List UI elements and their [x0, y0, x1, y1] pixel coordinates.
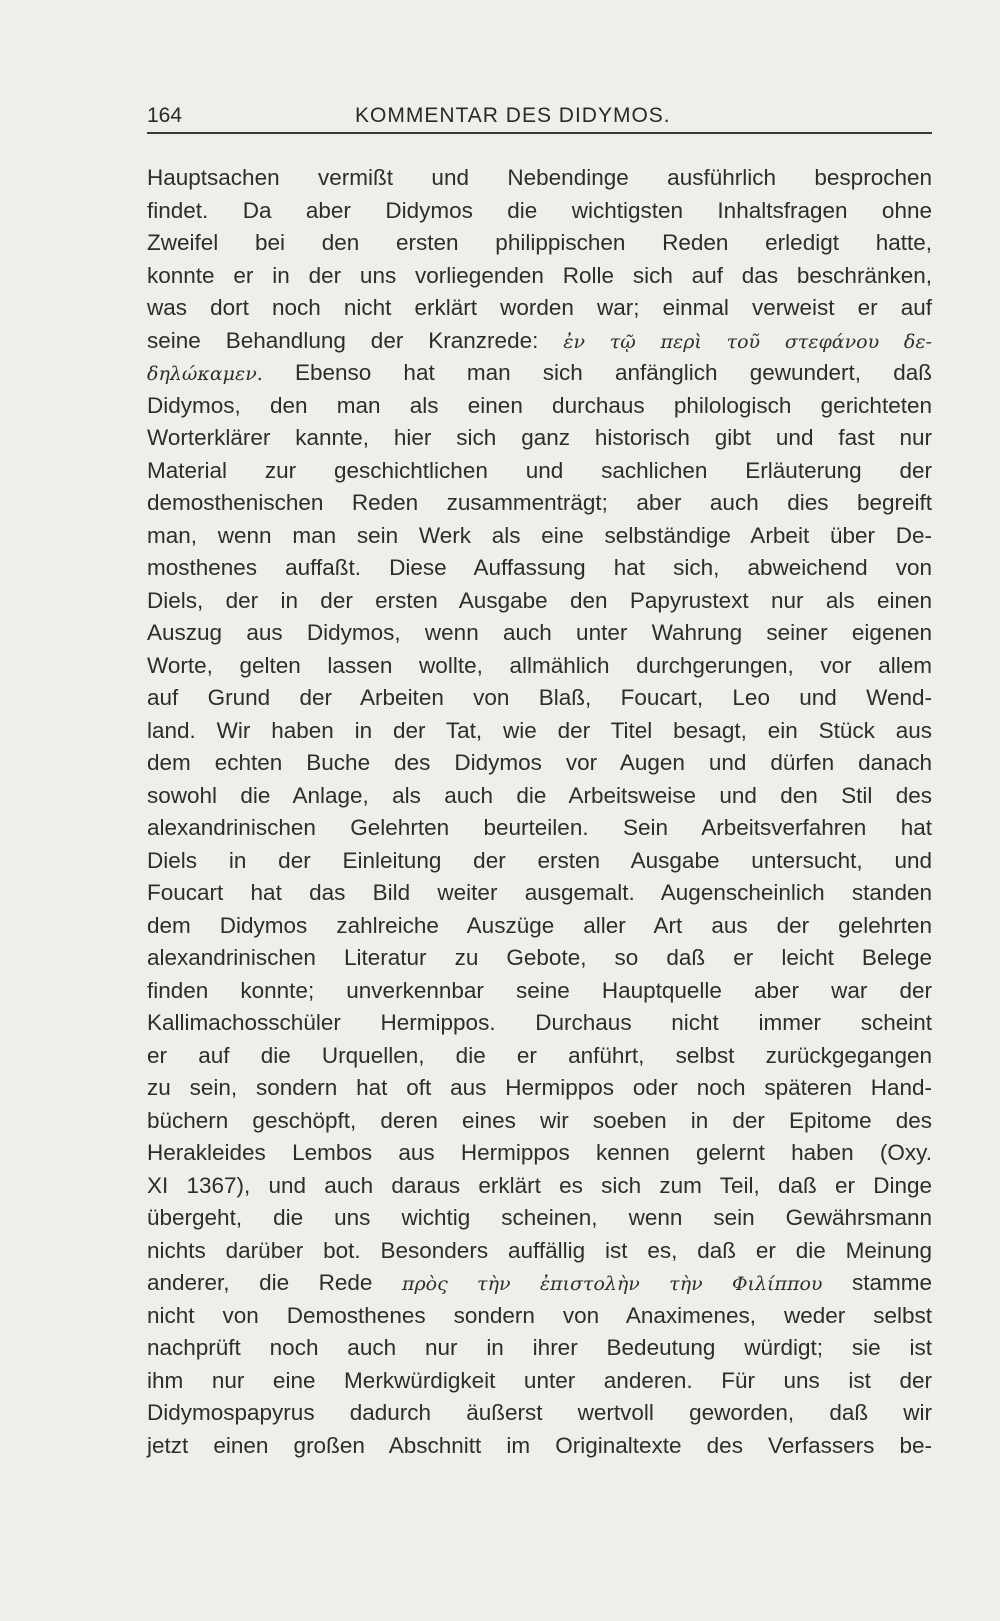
text-line: Diels in der Einleitung der ersten Ausgabe untersucht, und — [147, 847, 932, 873]
text-line — [147, 1267, 932, 1300]
text-line: konnte er in der uns vorliegenden Rolle sich auf das beschränken, — [147, 262, 932, 288]
text-line: Auszug aus Didymos, wenn auch unter Wahrung seiner eigenen — [147, 620, 932, 645]
text-line: büchern geschöpft, deren eines wir soeben in der Epitome des — [147, 1107, 932, 1133]
text-line: land. Wir haben in der Tat, wie der Titel besagt, ein Stück aus — [147, 717, 932, 743]
text-line: übergeht, die uns wichtig scheinen, wenn sein Gewährsmann — [147, 1205, 932, 1230]
text-line: dem Didymos zahlreiche Auszüge aller Art aus der gelehrten — [147, 912, 932, 938]
header-rule — [147, 132, 932, 134]
text-line: was dort noch nicht erklärt worden war; einmal verweist er auf — [147, 295, 932, 320]
running-title: KOMMENTAR DES DIDYMOS. — [355, 104, 671, 127]
text-fragment: seine Behandlung der Kranzrede: — [147, 327, 539, 353]
text-line: XI 1367), und auch daraus erklärt es sich zum Teil, daß er Dinge — [147, 1172, 932, 1198]
greek-quotation: ἐν τῷ περὶ τοῦ στεφάνου δε- — [563, 330, 932, 353]
text-line: auf Grund der Arbeiten von Blaß, Foucart, Leo und Wend- — [147, 685, 932, 710]
text-line: Hauptsachen vermißt und Nebendinge ausführlich besprochen — [147, 165, 932, 190]
text-line: man, wenn man sein Werk als eine selbständige Arbeit über De- — [147, 522, 932, 548]
text-line: Herakleides Lembos aus Hermippos kennen gelernt haben (Oxy. — [147, 1140, 932, 1165]
text-line: alexandrinischen Gelehrten beurteilen. Sein Arbeitsverfahren hat — [147, 815, 932, 840]
text-line: ihm nur eine Merkwürdigkeit unter anderen. Für uns ist der — [147, 1367, 932, 1393]
text-line: Worterklärer kannte, hier sich ganz historisch gibt und fast nur — [147, 425, 932, 450]
text-line: Didymospapyrus dadurch äußerst wertvoll geworden, daß wir — [147, 1400, 932, 1425]
greek-quotation: πρὸς τὴν ἐπιστολὴν τὴν Φιλίππου — [402, 1273, 823, 1295]
text-line: nachprüft noch auch nur in ihrer Bedeutung würdigt; sie ist — [147, 1335, 932, 1360]
page-number: 164 — [147, 104, 183, 127]
text-fragment: Ebenso hat man sich anfänglich gewundert, daß — [294, 360, 932, 385]
text-line: demosthenischen Reden zusammenträgt; aber auch dies begreift — [147, 490, 932, 515]
text-line: sowohl die Anlage, als auch die Arbeitsweise und den Stil des — [147, 782, 932, 808]
text-line: alexandrinischen Literatur zu Gebote, so daß er leicht Belege — [147, 945, 932, 970]
text-line: zu sein, sondern hat oft aus Hermippos oder noch späteren Hand- — [147, 1075, 932, 1100]
text-line: er auf die Urquellen, die er anführt, selbst zurückgegangen — [147, 1042, 932, 1068]
text-fragment: stamme — [851, 1270, 932, 1295]
text-line: jetzt einen großen Abschnitt im Originaltexte des Verfassers be- — [147, 1432, 932, 1458]
body-text — [147, 162, 932, 1462]
text-line: Foucart hat das Bild weiter ausgemalt. Augenscheinlich standen — [147, 880, 932, 905]
text-line: nicht von Demosthenes sondern von Anaximenes, weder selbst — [147, 1302, 932, 1328]
text-line: nichts darüber bot. Besonders auffällig ist es, daß er die Meinung — [147, 1237, 932, 1263]
text-line: Material zur geschichtlichen und sachlichen Erläuterung der — [147, 457, 932, 483]
text-line: Kallimachosschüler Hermippos. Durchaus nicht immer scheint — [147, 1010, 932, 1035]
text-line: Didymos, den man als einen durchaus philologisch gerichteten — [147, 392, 932, 418]
text-line: findet. Da aber Didymos die wichtigsten Inhaltsfragen ohne — [147, 197, 932, 223]
text-line: dem echten Buche des Didymos vor Augen und dürfen danach — [147, 750, 932, 775]
text-line: mosthenes auffaßt. Diese Auffassung hat sich, abweichend von — [147, 555, 932, 580]
text-line: Zweifel bei den ersten philippischen Reden erledigt hatte, — [147, 230, 932, 255]
text-line: Worte, gelten lassen wollte, allmählich durchgerungen, vor allem — [147, 652, 932, 678]
text-fragment: anderer, die Rede — [147, 1270, 373, 1295]
greek-quotation: δηλώκαμεν. — [147, 363, 263, 385]
text-line: Diels, der in der ersten Ausgabe den Papyrustext nur als einen — [147, 587, 932, 613]
text-line — [147, 357, 932, 390]
text-line: finden konnte; unverkennbar seine Hauptquelle aber war der — [147, 977, 932, 1003]
text-line — [147, 325, 932, 358]
page-header — [147, 104, 932, 134]
